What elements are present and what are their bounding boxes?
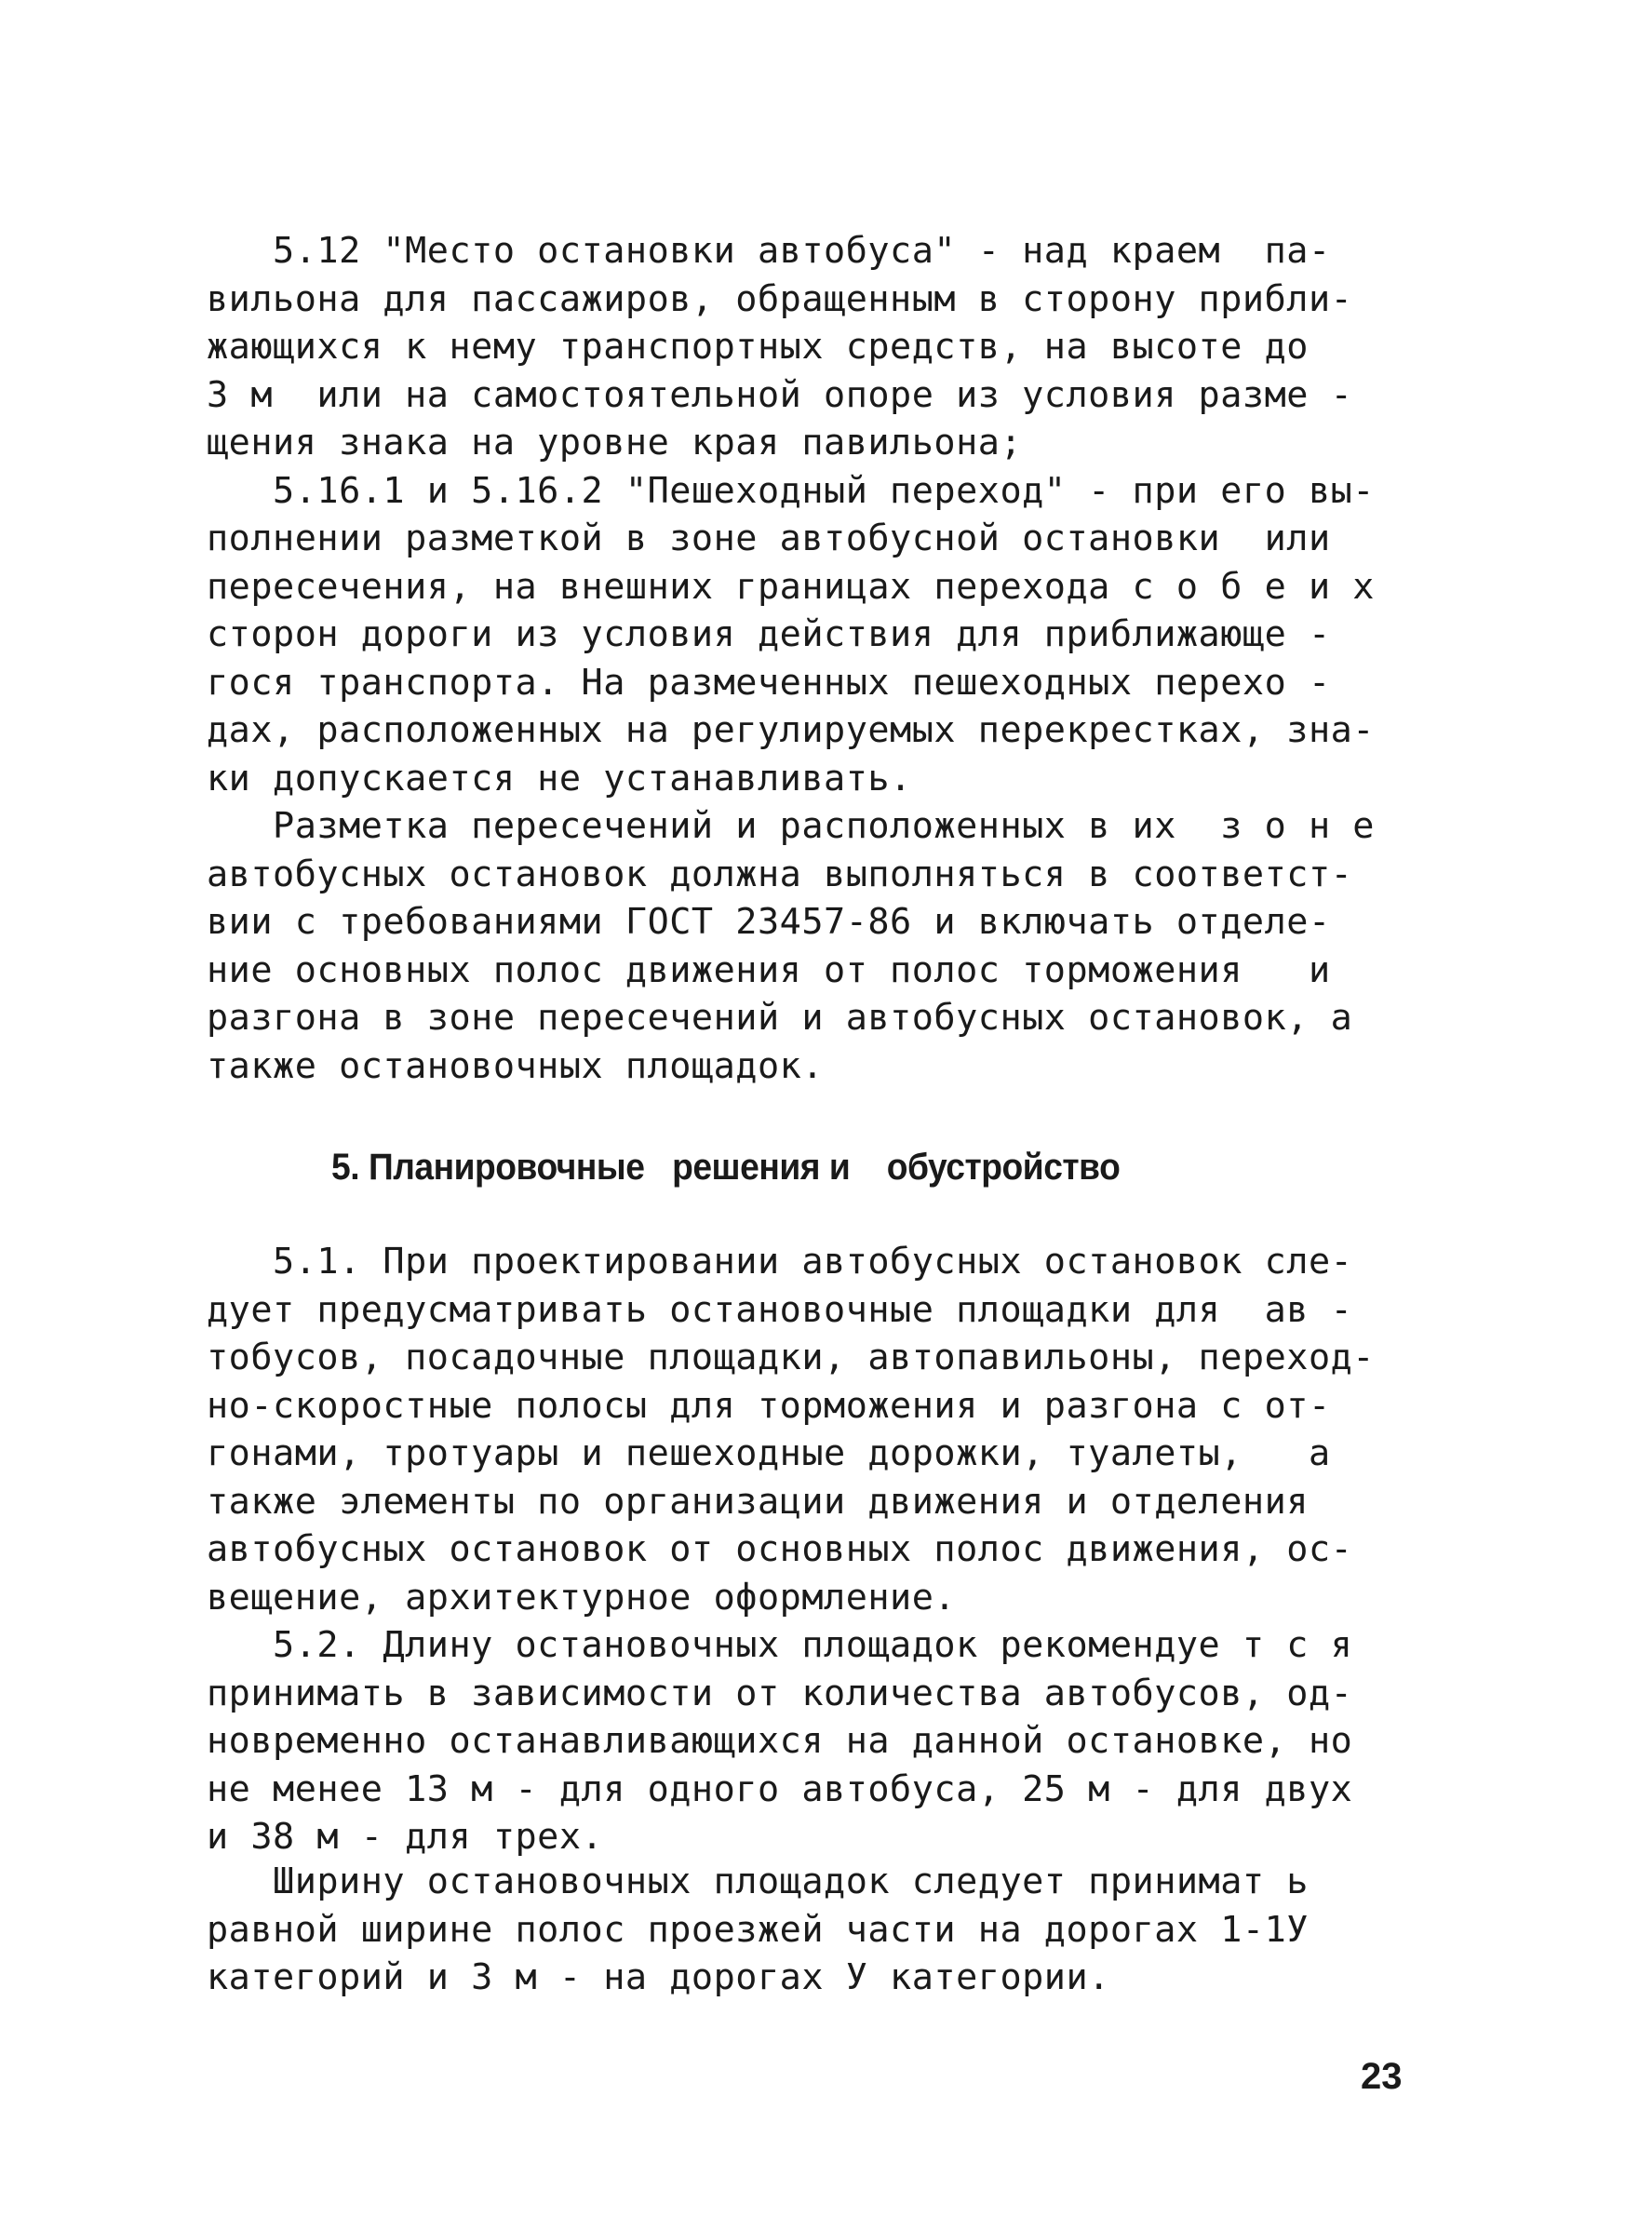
- text-line: не менее 13 м - для одного автобуса, 25 м - для двух: [207, 1767, 1353, 1810]
- text-line: автобусных остановок должна выполняться в соответст-: [207, 853, 1353, 895]
- text-line: сторон дороги из условия действия для приближающе -: [207, 613, 1331, 655]
- text-line: дах, расположенных на регулируемых перекрестках, зна-: [207, 709, 1375, 751]
- text-line: ки допускается не устанавливать.: [207, 757, 912, 799]
- text-line: разгона в зоне пересечений и автобусных остановок, а: [207, 997, 1353, 1039]
- text-line: тобусов, посадочные площадки, автопавильоны, переход-: [207, 1337, 1375, 1378]
- text-line: категорий и 3 м - на дорогах У категории.: [207, 1956, 1110, 1998]
- text-line: и 38 м - для трех.: [207, 1816, 604, 1858]
- paragraph-block-planning: [207, 1238, 1417, 1861]
- text-line: 5.2. Длину остановочных площадок рекомендуе т с я: [207, 1624, 1353, 1666]
- text-line: 3 м или на самостоятельной опоре из условия разме -: [207, 373, 1353, 416]
- text-line: новременно останавливающихся на данной остановке, но: [207, 1720, 1353, 1762]
- section-heading: 5. Планировочные решения и обустройство: [331, 1147, 1121, 1188]
- text-line: гонами, тротуары и пешеходные дорожки, туалеты, а: [207, 1432, 1331, 1474]
- text-line: 5.12 "Место остановки автобуса" - над краем па-: [207, 230, 1331, 272]
- text-line: вещение, архитектурное оформление.: [207, 1576, 957, 1619]
- text-line: дует предусматривать остановочные площадки для ав -: [207, 1288, 1353, 1331]
- text-line: жающихся к нему транспортных средств, на высоте до: [207, 326, 1309, 368]
- text-line: щения знака на уровне края павильона;: [207, 422, 1023, 463]
- paragraph-block-width: [207, 1858, 1417, 2002]
- text-line: Ширину остановочных площадок следует принимат ь: [207, 1861, 1309, 1902]
- text-line: ние основных полос движения от полос торможения и: [207, 948, 1331, 991]
- text-line: пересечения, на внешних границах перехода с о б е и х: [207, 565, 1375, 608]
- text-line: вии с требованиями ГОСТ 23457-86 и включать отделе-: [207, 901, 1331, 943]
- text-line: полнении разметкой в зоне автобусной остановки или: [207, 517, 1331, 559]
- text-line: Разметка пересечений и расположенных в их з о н е: [207, 805, 1375, 847]
- text-line: гося транспорта. На размеченных пешеходных перехо -: [207, 661, 1331, 704]
- text-line: 5.16.1 и 5.16.2 "Пешеходный переход" - при его вы-: [207, 469, 1375, 512]
- page-number: 23: [1361, 2056, 1403, 2097]
- paragraph-block-signs: [207, 227, 1417, 802]
- text-line: равной ширине полос проезжей части на дорогах 1-1У: [207, 1908, 1309, 1951]
- text-line: автобусных остановок от основных полос движения, ос-: [207, 1528, 1353, 1570]
- text-line: принимать в зависимости от количества автобусов, од-: [207, 1672, 1353, 1714]
- text-line: вильона для пассажиров, обращенным в сторону прибли-: [207, 277, 1353, 320]
- paragraph-block-marking: [207, 802, 1417, 1090]
- text-line: также элементы по организации движения и отделения: [207, 1480, 1309, 1523]
- text-line: также остановочных площадок.: [207, 1044, 825, 1087]
- text-line: 5.1. При проектировании автобусных остановок сле-: [207, 1241, 1353, 1283]
- text-line: но-скоростные полосы для торможения и разгона с от-: [207, 1384, 1331, 1427]
